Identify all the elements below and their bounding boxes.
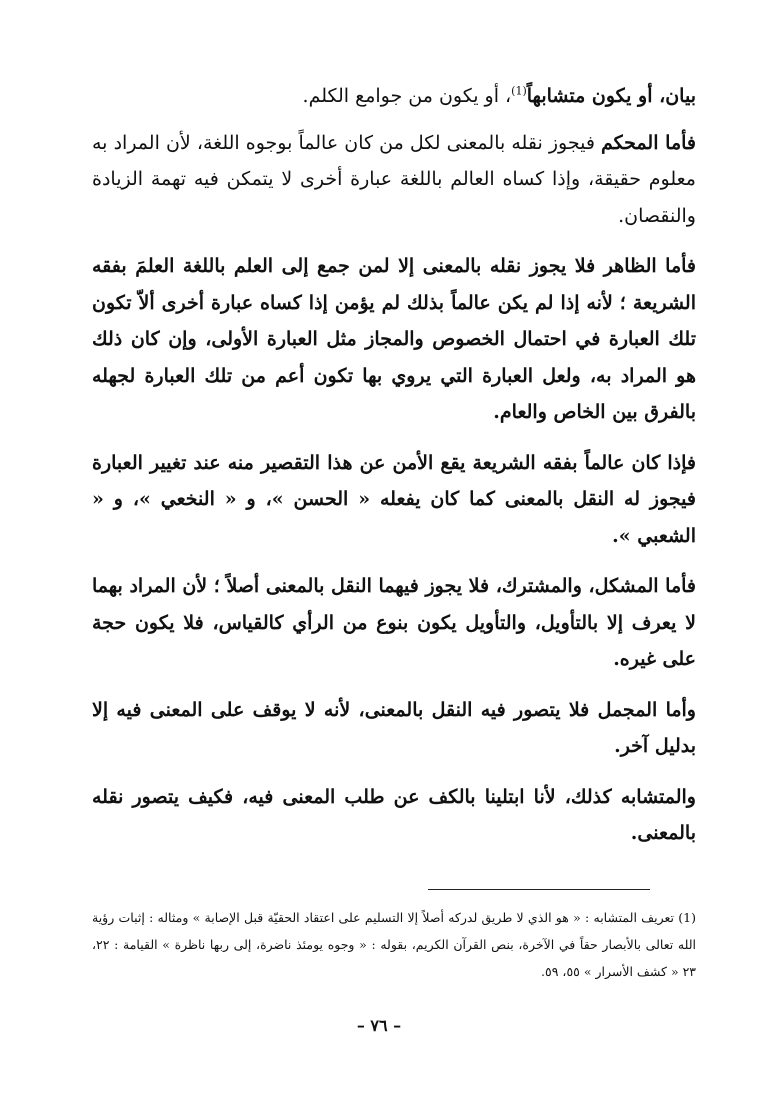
paragraph-text: فيجوز نقله بالمعنى لكل من كان عالماً بوجوه اللغة، لأن المراد به معلوم حقيقة، وإذا كساه العالم باللغة عبارة أخرى لا يتمكن فيه تهمة الزيادة والنقصان.	[92, 131, 696, 227]
paragraph-text: فلا يجوز نقله بالمعنى إلا لمن جمع إلى العلم باللغة العلمَ بفقه الشريعة ؛ لأنه إذا لم يكن عالماً بذلك لم يؤمن إذا كساه عبارة أخرى ألاّ تكون تلك العبارة في احتمال الخصوص والمجاز مثل العبارة الأولى، وإن كان ذلك هو المراد به، ولعل العبارة التي يروي بها تكون أعم من تلك العبارة لجهله بالفرق بين الخاص والعام.	[92, 255, 696, 423]
paragraph-continuation	[92, 78, 696, 115]
paragraph-zahir	[92, 248, 696, 431]
paragraph-text: ، أو يكون من جوامع الكلم.	[302, 85, 512, 107]
term-zahir: فأما الظاهر	[603, 255, 696, 277]
footnote-text: تعريف المتشابه : « هو الذي لا طريق لدركه أصلاً إلا التسليم على اعتقاد الحقيّة قبل الإصابة » ومثاله : إثبات رؤية الله تعالى بالأبصار حقاً في الآخرة، بنص القرآن الكريم، بقوله : « وجوه يومئذ ناضرة، إلى ربها ناظرة » القيامة : ٢٢، ٢٣ « كشف الأسرار » ٥٥، ٥٩.	[92, 910, 696, 979]
paragraph-text: فلا يجوز فيهما النقل بالمعنى أصلاً ؛ لأن المراد بهما لا يعرف إلا بالتأويل، والتأويل يكون بنوع من الرأي كالقياس، فلا يكون حجة على غيره.	[92, 575, 696, 670]
footnote-reference[interactable]: (1)	[511, 84, 527, 98]
paragraph-mutashabih	[92, 779, 696, 852]
paragraph-text: فإذا كان عالماً بفقه الشريعة يقع الأمن عن هذا التقصير منه عند تغيير العبارة فيجوز له النقل بالمعنى كما كان يفعله « الحسن »، و « النخعي »، و « الشعبي ».	[92, 451, 696, 547]
term-mutashabih-2: والمتشابه	[620, 785, 696, 808]
term-mushkil: فأما المشكل، والمشترك،	[495, 575, 696, 597]
paragraph-muhkam	[92, 125, 696, 235]
paragraph-mujmal	[92, 692, 696, 765]
paragraph-fiqh	[92, 445, 696, 555]
term-mujmal: وأما المجمل	[597, 698, 696, 721]
paragraph-text: كذلك، لأنا ابتلينا بالكف عن طلب المعنى فيه، فكيف يتصور نقله بالمعنى.	[92, 785, 696, 844]
footnote	[92, 904, 696, 985]
term-mutashabih: بيان، أو يكون متشابهاً	[526, 85, 696, 107]
paragraph-text: فلا يتصور فيه النقل بالمعنى، لأنه لا يوقف على المعنى فيه إلا بدليل آخر.	[92, 698, 696, 757]
page-number: – ٧٦ –	[356, 1016, 402, 1035]
term-muhkam: فأما المحكم	[601, 131, 696, 154]
footnote-marker: (1)	[678, 910, 696, 925]
paragraph-mushkil	[92, 568, 696, 678]
footnote-divider	[428, 889, 650, 890]
